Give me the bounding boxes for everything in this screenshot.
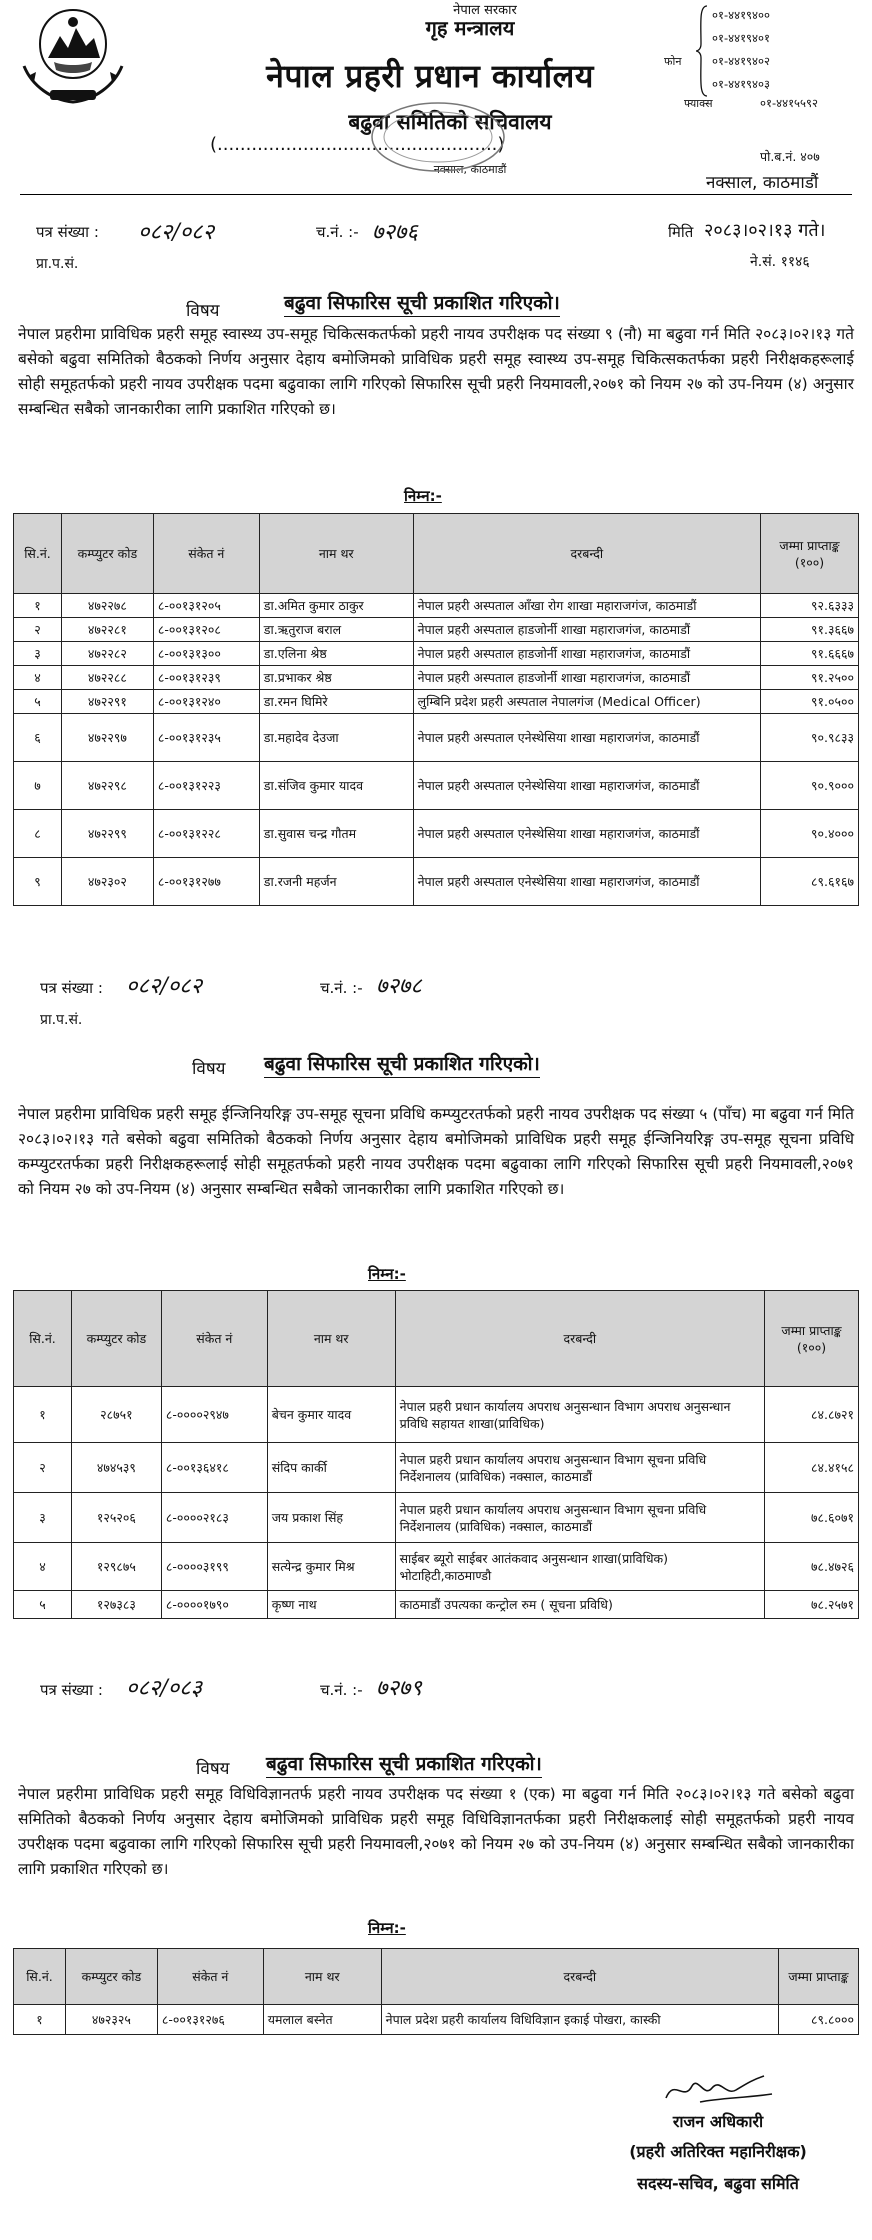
nepal-sambat-date: ने.सं. ११४६ (750, 254, 810, 270)
col-header-code: कम्प्युटर कोड (65, 1949, 157, 2005)
government-name: नेपाल सरकार (453, 3, 517, 18)
patra-number: ०८२/०८२ (126, 974, 203, 999)
cell-symbol: ८-००१३१२३९ (153, 666, 259, 690)
nimn-label: निम्न:- (368, 1265, 406, 1283)
cell-sn: ७ (14, 762, 62, 810)
table-row (14, 810, 859, 858)
office-stamp (368, 100, 508, 174)
cell-symbol: ८-००१३१२२८ (153, 810, 259, 858)
signatory-name: राजन अधिकारी (672, 2112, 764, 2131)
cell-sn: ४ (14, 1543, 72, 1591)
cell-sn: १ (14, 2005, 66, 2035)
cell-name: डा.अमित कुमार ठाकुर (259, 594, 413, 618)
ministry-name: गृह मन्त्रालय (425, 16, 515, 40)
table-row (14, 1591, 859, 1619)
col-header-score: जम्मा प्राप्ताङ्क (१००) (765, 1291, 859, 1387)
cell-score: ७८.२५७१ (765, 1591, 859, 1619)
col-header-sn: सि.नं. (14, 1291, 72, 1387)
cell-post: नेपाल प्रहरी अस्पताल एनेस्थेसिया शाखा महाराजगंज, काठमाडौं (413, 762, 760, 810)
cell-sn: ३ (14, 1493, 72, 1543)
cell-code: ४७२२९७ (61, 714, 153, 762)
table-row (14, 618, 859, 642)
cell-code: ४७२३२५ (65, 2005, 157, 2035)
table-header-row (14, 1291, 859, 1387)
phone-numbers (712, 4, 770, 96)
miti-label: मिति (668, 223, 694, 241)
cell-code: ४७२२९८ (61, 762, 153, 810)
col-header-name: नाम थर (263, 1949, 381, 2005)
phone-number: ०१-४४१९४०३ (712, 77, 770, 91)
cell-score: ९०.४००० (761, 810, 859, 858)
chalani-label: च.नं. :- (320, 1681, 363, 1699)
cell-code: १२५२०६ (71, 1493, 161, 1543)
cell-symbol: ८-००१३१२७६ (157, 2005, 263, 2035)
header-divider (20, 194, 852, 195)
subject-label: विषय (186, 301, 220, 321)
cell-post: नेपाल प्रहरी प्रधान कार्यालय अपराध अनुसन्धान विभाग अपराध अनुसन्धान प्रविधि सहायत शाखा(प्राविधिक) (395, 1387, 764, 1443)
col-header-score: जम्मा प्राप्ताङ्क (१००) (761, 514, 859, 594)
col-header-symbol: संकेत नं (153, 514, 259, 594)
cell-post: नेपाल प्रहरी अस्पताल आँखा रोग शाखा महाराजगंज, काठमाडौं (413, 594, 760, 618)
subject-title: बढुवा सिफारिस सूची प्रकाशित गरिएको। (266, 1750, 542, 1778)
chalani-label: च.नं. :- (316, 223, 359, 241)
cell-code: ४७४५३९ (71, 1443, 161, 1493)
cell-symbol: ८-००१३१२०८ (153, 618, 259, 642)
table-row (14, 1493, 859, 1543)
cell-post: नेपाल प्रहरी अस्पताल हाडजोर्नी शाखा महाराजगंज, काठमाडौं (413, 666, 760, 690)
cell-symbol: ८-००१३६४१८ (161, 1443, 267, 1493)
cell-post: नेपाल प्रहरी अस्पताल एनेस्थेसिया शाखा महाराजगंज, काठमाडौं (413, 714, 760, 762)
nimn-label: निम्न:- (404, 487, 442, 505)
table-header-row (14, 514, 859, 594)
cell-code: ४७२२८८ (61, 666, 153, 690)
cell-post: काठमाडौं उपत्यका कन्ट्रोल रुम ( सूचना प्रविधि) (395, 1591, 764, 1619)
cell-symbol: ८-००१३१२२३ (153, 762, 259, 810)
cell-score: ८४.४१५८ (765, 1443, 859, 1493)
cell-sn: १ (14, 594, 62, 618)
cell-score: ७८.६०७१ (765, 1493, 859, 1543)
cell-post: नेपाल प्रहरी प्रधान कार्यालय अपराध अनुसन्धान विभाग सूचना प्रविधि निर्देशनालय (प्राविधिक) नक्साल, काठमाडौं (395, 1493, 764, 1543)
cell-sn: ४ (14, 666, 62, 690)
cell-post: नेपाल प्रहरी प्रधान कार्यालय अपराध अनुसन्धान विभाग सूचना प्रविधि निर्देशनालय (प्राविधिक) नक्साल, काठमाडौं (395, 1443, 764, 1493)
chalani-number: ७२७६ (372, 220, 418, 245)
col-header-post: दरबन्दी (395, 1291, 764, 1387)
cell-symbol: ८-००१३१३०० (153, 642, 259, 666)
cell-score: ९२.६३३३ (761, 594, 859, 618)
table-row (14, 690, 859, 714)
notice-body: नेपाल प्रहरीमा प्राविधिक प्रहरी समूह ईन्जिनियरिङ्ग उप-समूह सूचना प्रविधि कम्प्युटरतर्फको प्रहरी नायव उपरीक्षक पद संख्या ५ (पाँच) मा बढुवा गर्न मिति २०८३।०२।१३ गते बसेको बढुवा समितिको बैठकको निर्णय अनुसार देहाय बमोजिमको प्राविधिक प्रहरी समूह ईन्जिनियरिङ्ग उप-समूह सूचना प्रविधि कम्प्युटरतर्फका प्रहरी निरीक्षकहरूलाई सोही समूहतर्फको प्रहरी नायव उपरीक्षक पदमा बढुवाका लागि गरिएको सिफारिस सूची प्रहरी नियमावली,२०७१ को नियम २७ को उप-नियम (४) अनुसार सम्बन्धित सबैको जानकारीका लागि प्रकाशित गरिएको छ। (18, 1105, 854, 1198)
col-header-name: नाम थर (267, 1291, 395, 1387)
subject-title: बढुवा सिफारिस सूची प्रकाशित गरिएको। (264, 1050, 540, 1078)
subject-title: बढुवा सिफारिस सूची प्रकाशित गरिएको। (284, 289, 560, 317)
cell-score: ९१.२५०० (761, 666, 859, 690)
miti-date: २०८३।०२।१३ गते। (704, 220, 826, 241)
col-header-sn: सि.नं. (14, 514, 62, 594)
cell-score: ९०.९८३३ (761, 714, 859, 762)
cell-sn: ५ (14, 690, 62, 714)
chalani-number: ७२७८ (376, 974, 422, 999)
cell-post: लुम्बिनि प्रदेश प्रहरी अस्पताल नेपालगंज (Medical Officer) (413, 690, 760, 714)
cell-symbol: ८-००१३१२४० (153, 690, 259, 714)
city-address: नक्साल, काठमाडौं (706, 173, 819, 193)
cell-score: ९१.३६६७ (761, 618, 859, 642)
patra-number: ०८२/०८३ (126, 1676, 203, 1701)
col-header-symbol: संकेत नं (157, 1949, 263, 2005)
recommendation-table-it (13, 1290, 859, 1619)
table-row (14, 858, 859, 906)
secretariat-title: बढुवा समितिको सचिवालय (348, 110, 552, 134)
cell-code: ४७२२९९ (61, 810, 153, 858)
cell-name: बेचन कुमार यादव (267, 1387, 395, 1443)
col-header-symbol: संकेत नं (161, 1291, 267, 1387)
table-row (14, 594, 859, 618)
cell-symbol: ८-००००२१८३ (161, 1493, 267, 1543)
patra-label: पत्र संख्या : (36, 223, 99, 241)
cell-score: ८९.८००० (779, 2005, 859, 2035)
cell-name: डा.संजिव कुमार यादव (259, 762, 413, 810)
cell-sn: ८ (14, 810, 62, 858)
cell-name: कृष्ण नाथ (267, 1591, 395, 1619)
cell-post: नेपाल प्रदेश प्रहरी कार्यालय विधिविज्ञान इकाई पोखरा, कास्की (381, 2005, 778, 2035)
cell-symbol: ८-००००१७९० (161, 1591, 267, 1619)
cell-symbol: ८-००१३१२०५ (153, 594, 259, 618)
cell-sn: ९ (14, 858, 62, 906)
cell-code: १२९८७५ (71, 1543, 161, 1591)
prapasa-label: प्रा.प.सं. (40, 1012, 83, 1028)
cell-code: ४७२२८१ (61, 618, 153, 642)
cell-code: २८७५१ (71, 1387, 161, 1443)
subject-label: विषय (196, 1759, 230, 1779)
cell-name: सत्येन्द्र कुमार मिश्र (267, 1543, 395, 1591)
cell-code: ४७२३०२ (61, 858, 153, 906)
col-header-name: नाम थर (259, 514, 413, 594)
table-row (14, 714, 859, 762)
header-address: नक्साल, काठमाडौं (433, 163, 507, 176)
patra-number: ०८२/०८२ (138, 220, 215, 245)
cell-score: ९१.०५०० (761, 690, 859, 714)
patra-label: पत्र संख्या : (40, 1681, 103, 1699)
cell-score: ८४.८७२१ (765, 1387, 859, 1443)
po-box: पो.ब.नं. ४०७ (760, 149, 820, 164)
table-row (14, 666, 859, 690)
recommendation-table-forensic (13, 1948, 859, 2035)
cell-symbol: ८-००१३१२३५ (153, 714, 259, 762)
cell-code: ४७२२९१ (61, 690, 153, 714)
header-dots: (.................................................) (210, 134, 505, 155)
cell-symbol: ८-००१३१२७७ (153, 858, 259, 906)
notice-body: नेपाल प्रहरीमा प्राविधिक प्रहरी समूह स्वास्थ्य उप-समूह चिकित्सकतर्फको प्रहरी नायव उपरीक्षक पद संख्या ९ (नौ) मा बढुवा गर्न मिति २०८३।०२।१३ गते बसेको बढुवा समितिको बैठकको निर्णय अनुसार देहाय बमोजिमको प्राविधिक प्रहरी समूह स्वास्थ्य उप-समूह चिकित्सकतर्फका प्रहरी निरीक्षकहरूलाई सोही समूहतर्फको प्रहरी नायव उपरीक्षक पदमा बढुवाका लागि गरिएको सिफारिस सूची प्रहरी नियमावली,२०७१ को नियम २७ को उप-नियम (४) अनुसार सम्बन्धित सबैको जानकारीका लागि प्रकाशित गरिएको छ। (18, 325, 854, 418)
cell-name: डा.एलिना श्रेष्ठ (259, 642, 413, 666)
phone-brace (695, 4, 709, 98)
table-row (14, 1543, 859, 1591)
cell-post: नेपाल प्रहरी अस्पताल एनेस्थेसिया शाखा महाराजगंज, काठमाडौं (413, 810, 760, 858)
table-row (14, 642, 859, 666)
recommendation-table-health (13, 513, 859, 906)
cell-name: डा.रमन घिमिरे (259, 690, 413, 714)
cell-sn: ३ (14, 642, 62, 666)
cell-name: संदिप कार्की (267, 1443, 395, 1493)
cell-name: डा.प्रभाकर श्रेष्ठ (259, 666, 413, 690)
col-header-code: कम्प्युटर कोड (61, 514, 153, 594)
cell-score: ८९.६१६७ (761, 858, 859, 906)
cell-post: नेपाल प्रहरी अस्पताल हाडजोर्नी शाखा महाराजगंज, काठमाडौं (413, 618, 760, 642)
cell-name: जय प्रकाश सिंह (267, 1493, 395, 1543)
chalani-label: च.नं. :- (320, 979, 363, 997)
cell-post: साईबर ब्यूरो साईबर आतंकवाद अनुसन्धान शाखा(प्राविधिक) भोटाहिटी,काठमाण्डौ (395, 1543, 764, 1591)
table-row (14, 2005, 859, 2035)
col-header-post: दरबन्दी (413, 514, 760, 594)
signatory-rank: (प्रहरी अतिरिक्त महानिरीक्षक) (629, 2142, 807, 2161)
phone-number: ०१-४४१९४०० (712, 8, 770, 22)
table-row (14, 1443, 859, 1493)
nimn-label: निम्न:- (368, 1919, 406, 1937)
cell-post: नेपाल प्रहरी अस्पताल हाडजोर्नी शाखा महाराजगंज, काठमाडौं (413, 642, 760, 666)
table-row (14, 1387, 859, 1443)
cell-sn: ५ (14, 1591, 72, 1619)
signatory-role: सदस्य-सचिव, बढुवा समिति (637, 2174, 799, 2193)
cell-sn: २ (14, 618, 62, 642)
chalani-number: ७२७९ (376, 1676, 422, 1701)
phone-number: ०१-४४१९४०१ (712, 31, 770, 45)
cell-name: यमलाल बस्नेत (263, 2005, 381, 2035)
patra-label: पत्र संख्या : (40, 979, 103, 997)
cell-symbol: ८-००००३१९९ (161, 1543, 267, 1591)
col-header-post: दरबन्दी (381, 1949, 778, 2005)
subject-label: विषय (192, 1059, 226, 1079)
cell-score: ७८.४७२६ (765, 1543, 859, 1591)
cell-sn: २ (14, 1443, 72, 1493)
cell-sn: १ (14, 1387, 72, 1443)
table-row (14, 762, 859, 810)
cell-name: डा.रजनी महर्जन (259, 858, 413, 906)
col-header-code: कम्प्युटर कोड (71, 1291, 161, 1387)
table-header-row (14, 1949, 859, 2005)
cell-name: डा.ऋतुराज बराल (259, 618, 413, 642)
cell-sn: ६ (14, 714, 62, 762)
phone-label: फोन (664, 55, 682, 68)
cell-code: ४७२२८२ (61, 642, 153, 666)
col-header-sn: सि.नं. (14, 1949, 66, 2005)
cell-code: ४७२२७८ (61, 594, 153, 618)
fax-number: ०१-४४१५५९२ (760, 96, 818, 110)
col-header-score: जम्मा प्राप्ताङ्क (779, 1949, 859, 2005)
notice-body: नेपाल प्रहरीमा प्राविधिक प्रहरी समूह विधिविज्ञानतर्फ प्रहरी नायव उपरीक्षक पद संख्या १ (एक) मा बढुवा गर्न मिति २०८३।०२।१३ गते बसेको बढुवा समितिको बैठकको निर्णय अनुसार देहाय बमोजिमको प्राविधिक प्रहरी समूह विधिविज्ञानतर्फका प्रहरी निरीक्षकलाई सोही समूहतर्फको प्रहरी नायव उपरीक्षक पदमा बढुवाका लागि गरिएको सिफारिस सूची प्रहरी नियमावली,२०७१ को नियम २७ को उप-नियम (४) अनुसार सम्बन्धित सबैको जानकारीका लागि प्रकाशित गरिएको छ। (18, 1785, 854, 1878)
cell-symbol: ८-००००२९४७ (161, 1387, 267, 1443)
cell-score: ९०.९००० (761, 762, 859, 810)
office-title: नेपाल प्रहरी प्रधान कार्यालय (266, 57, 594, 95)
cell-post: नेपाल प्रहरी अस्पताल एनेस्थेसिया शाखा महाराजगंज, काठमाडौं (413, 858, 760, 906)
cell-name: डा.सुवास चन्द्र गौतम (259, 810, 413, 858)
phone-number: ०१-४४१९४०२ (712, 54, 770, 68)
signature-scribble (660, 2068, 780, 2108)
nepal-emblem-icon (14, 6, 132, 106)
prapasa-label: प्रा.प.सं. (36, 256, 79, 272)
cell-code: १२७३८३ (71, 1591, 161, 1619)
fax-label: फ्याक्स (684, 97, 713, 110)
cell-score: ९१.६६६७ (761, 642, 859, 666)
cell-name: डा.महादेव देउजा (259, 714, 413, 762)
